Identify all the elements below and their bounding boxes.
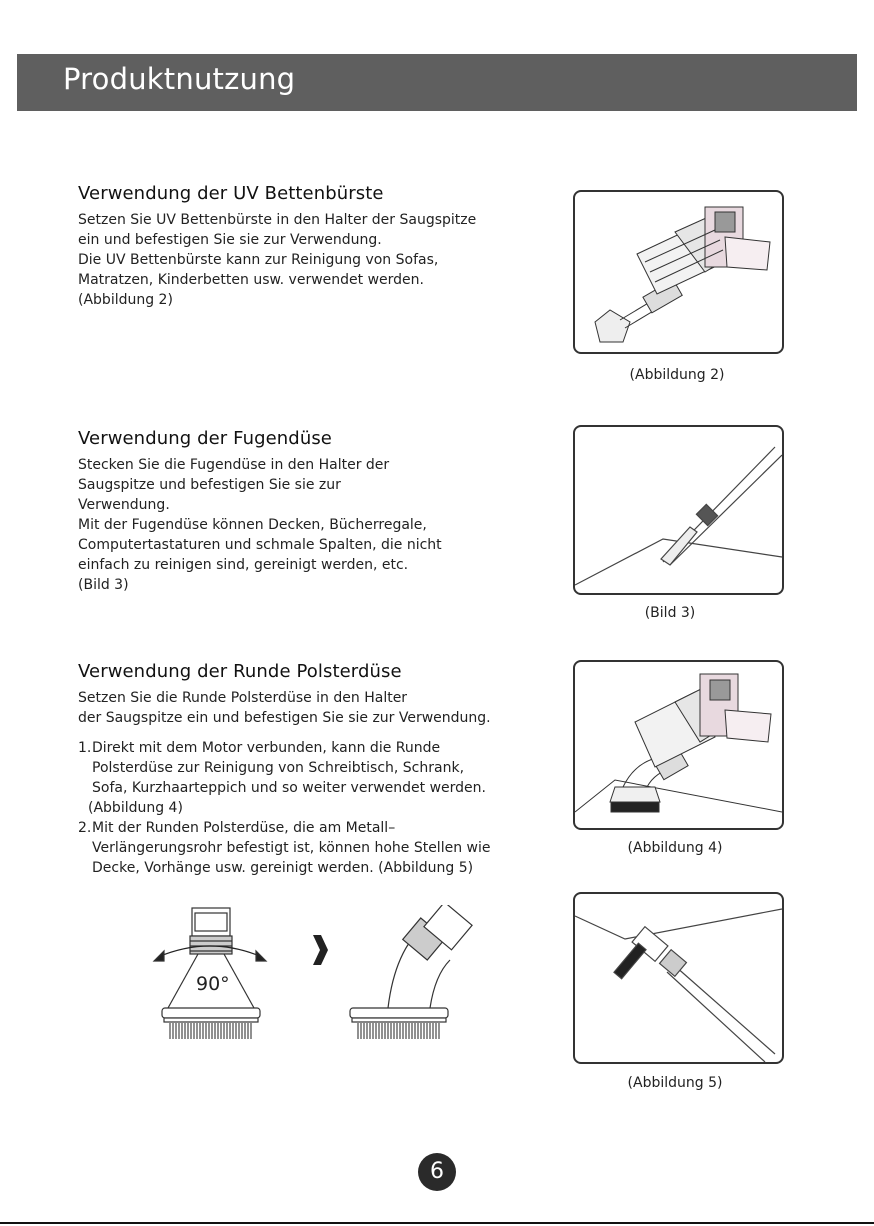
text-line: Stecken Sie die Fugendüse in den Halter der xyxy=(78,457,390,473)
page-title: Produktnutzung xyxy=(63,62,296,96)
caption-figure-3: (Bild 3) xyxy=(644,605,696,621)
text-line: Computertastaturen und schmale Spalten, die nicht xyxy=(78,537,442,553)
text-line: (Bild 3) xyxy=(78,577,129,593)
section-text-round-brush xyxy=(78,688,548,728)
round-brush-extension-illustration xyxy=(575,894,782,1062)
caption-figure-5: (Abbildung 5) xyxy=(627,1075,723,1091)
text-line: (Abbildung 2) xyxy=(78,292,173,308)
text-line: Verlängerungsrohr befestigt ist, können hohe Stellen wie xyxy=(92,840,491,856)
section-text-crevice-tool xyxy=(78,455,538,595)
vacuum-round-brush-illustration xyxy=(575,662,782,828)
section-crevice-tool xyxy=(78,428,538,595)
text-line: Mit der Fugendüse können Decken, Bücherregale, xyxy=(78,517,427,533)
text-line: Verwendung. xyxy=(78,497,170,513)
angle-label: 90° xyxy=(196,973,230,995)
section-text-uv-brush xyxy=(78,210,538,310)
crevice-tool-illustration xyxy=(575,427,782,593)
text-line: Mit der Runden Polsterdüse, die am Metall– xyxy=(92,820,396,836)
text-line: Die UV Bettenbürste kann zur Reinigung von Sofas, xyxy=(78,252,439,268)
figure-5-round-brush-extension xyxy=(573,892,784,1064)
list-item xyxy=(78,738,548,818)
figure-3-crevice-tool xyxy=(573,425,784,595)
figure-4-round-brush-motor xyxy=(573,660,784,830)
bottom-divider xyxy=(0,1222,874,1224)
section-round-brush xyxy=(78,661,548,878)
section-uv-brush xyxy=(78,183,538,310)
caption-figure-4: (Abbildung 4) xyxy=(627,840,723,856)
text-line: ein und befestigen Sie sie zur Verwendung. xyxy=(78,232,382,248)
usage-list xyxy=(78,738,548,878)
caption-figure-2: (Abbildung 2) xyxy=(629,367,725,383)
text-line: Matratzen, Kinderbetten usw. verwendet werden. xyxy=(78,272,424,288)
text-line: Setzen Sie UV Bettenbürste in den Halter der Saugspitze xyxy=(78,212,477,228)
section-title-round-brush: Verwendung der Runde Polsterdüse xyxy=(78,661,402,682)
text-line: Direkt mit dem Motor verbunden, kann die Runde xyxy=(92,740,441,756)
text-line: Setzen Sie die Runde Polsterdüse in den Halter xyxy=(78,690,408,706)
round-brush-rotation-diagram xyxy=(150,905,480,1050)
text-line: der Saugspitze ein und befestigen Sie sie zur Verwendung. xyxy=(78,710,491,726)
text-line: (Abbildung 4) xyxy=(88,800,183,816)
rotation-illustration xyxy=(150,905,480,1050)
text-line: Decke, Vorhänge usw. gereinigt werden. (Abbildung 5) xyxy=(92,860,474,876)
vacuum-uv-brush-illustration xyxy=(575,192,782,352)
section-title-crevice-tool: Verwendung der Fugendüse xyxy=(78,428,332,449)
list-number: 2. xyxy=(78,820,92,836)
figure-2-uv-brush xyxy=(573,190,784,354)
page-header xyxy=(17,54,857,111)
list-number: 1. xyxy=(78,740,92,756)
text-line: Sofa, Kurzhaarteppich und so weiter verwendet werden. xyxy=(92,780,486,796)
text-line: Saugspitze und befestigen Sie sie zur xyxy=(78,477,341,493)
text-line: Polsterdüse zur Reinigung von Schreibtisch, Schrank, xyxy=(92,760,465,776)
page-number: 6 xyxy=(418,1153,456,1191)
text-line: einfach zu reinigen sind, gereinigt werden, etc. xyxy=(78,557,409,573)
section-title-uv-brush: Verwendung der UV Bettenbürste xyxy=(78,183,384,204)
list-item xyxy=(78,818,548,878)
